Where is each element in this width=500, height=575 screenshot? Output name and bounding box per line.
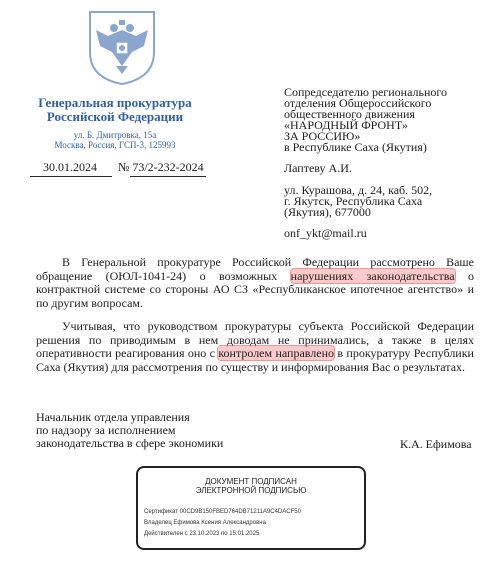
signer-title-line3: законодательства в сфере экономики	[36, 436, 224, 450]
date-underline	[30, 176, 112, 177]
letter-number: 73/2-232-2024	[132, 160, 204, 174]
recipient-address-line1: ул. Курашова, д. 24, каб. 502,	[284, 183, 433, 197]
recipient-line3: общественного движения	[284, 107, 415, 121]
paragraph-1-text-b: о контрактной системе со стороны АО СЗ «Республиканское ипотечное агентство» и по другим вопросам.	[36, 268, 474, 310]
paragraph-2-text-a: Учитывая, что руководством прокуратуры субъекта Российской Федерации решения по приводимым в нем доводам не принимались, а также в целях оперативности реагирования оно с	[36, 319, 474, 360]
paragraph-2-text-b: в прокуратуру Республики Саха (Якутия) для рассмотрения по существу и информирования Вас о результатах.	[36, 346, 474, 374]
recipient-address-line3: (Якутия), 677000	[284, 205, 371, 219]
recipient-address-line2: г. Якутск, Республика Саха	[284, 194, 423, 208]
org-address-line1: ул. Б. Дмитровка, 15а	[73, 130, 157, 140]
stamp-owner: Владелец Ефимова Ксения Александровна	[144, 520, 266, 526]
emblem-icon	[86, 8, 158, 86]
stamp-certificate: Сертификат 00CD9B150FBED764DB71211A9C4DACF50	[144, 509, 301, 515]
recipient-line5: ЗА РОССИЮ»	[284, 129, 361, 143]
electronic-signature-stamp	[136, 466, 366, 550]
stamp-heading-line1: ДОКУМЕНТ ПОДПИСАН	[205, 477, 297, 486]
recipient-line4: «НАРОДНЫЙ ФРОНТ»	[284, 118, 408, 132]
recipient-line6: в Республике Саха (Якутия)	[284, 140, 427, 154]
number-sign: №	[118, 160, 130, 174]
highlight-violations: нарушениях законодательства	[290, 268, 455, 283]
signer-title-line2: по надзору за исполнением	[36, 423, 176, 437]
signer-name: К.А. Ефимова	[400, 437, 472, 451]
org-name-line1: Генеральная прокуратура	[38, 95, 192, 110]
org-address-line2: Москва, Россия, ГСП-3, 125993	[54, 140, 176, 150]
recipient-name: Лаптеву А.И.	[284, 161, 352, 175]
stamp-validity: Действителен с 23.10.2023 по 15.01.2025	[144, 531, 260, 537]
paragraph-1-text-a: В Генеральной прокуратуре Российской Федерации рассмотрено Ваше обращение (ОЮЛ-1041-24) о возможных	[36, 255, 474, 283]
stamp-heading-line2: ЭЛЕКТРОННОЙ ПОДПИСЬЮ	[195, 486, 307, 495]
recipient-email: onf_ykt@mail.ru	[284, 226, 367, 240]
body-paragraph-1	[36, 256, 474, 310]
highlight-control: контролем направлено	[218, 346, 335, 360]
recipient-line1: Сопредседателю регионального	[284, 85, 448, 99]
number-underline	[130, 176, 206, 177]
signer-title-line1: Начальник отдела управления	[36, 410, 190, 424]
body-paragraph-2	[36, 320, 474, 374]
org-name-line2: Российской Федерации	[46, 109, 184, 124]
recipient-line2: отделения Общероссийского	[284, 96, 432, 110]
letter-date: 30.01.2024	[43, 160, 97, 174]
